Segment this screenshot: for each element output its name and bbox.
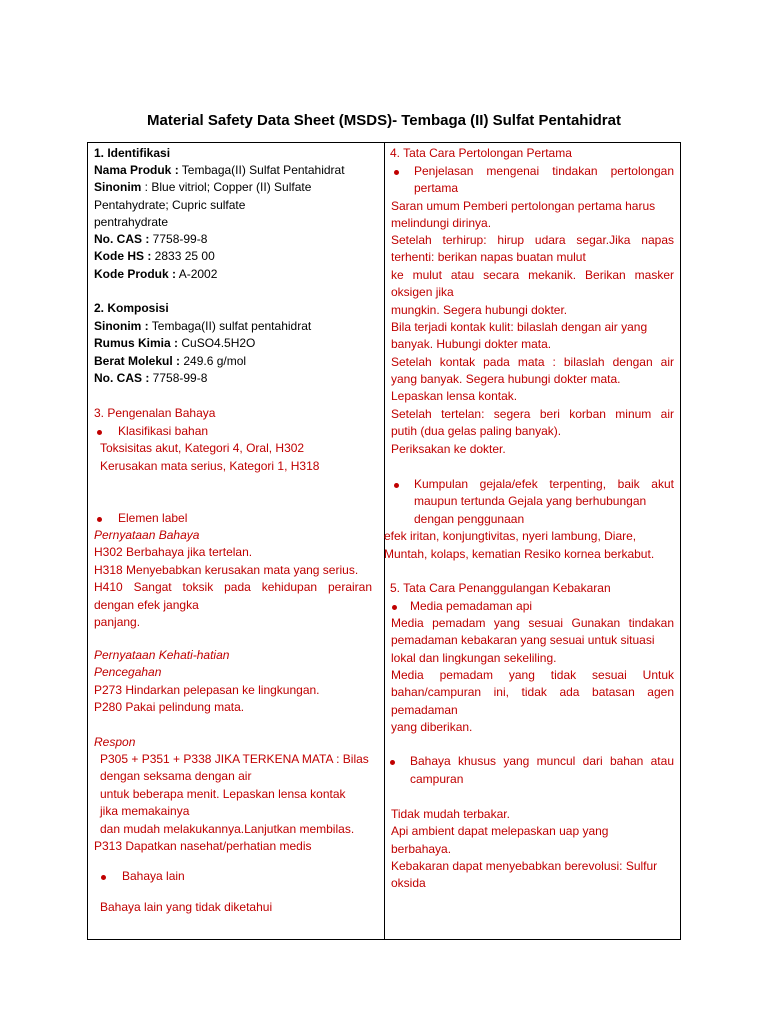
kontak-kulit-line2: banyak. Hubungi dokter mata. [391,337,552,351]
p305-line2: dengan seksama dengan air [100,769,252,783]
p313: P313 Dapatkan nasehat/perhatian medis [94,839,312,853]
setelah-tertelan: Setelah tertelan: segera beri korban minum air [391,407,674,421]
kontak-mata-line2: yang banyak. Segera hubungi dokter mata. [391,372,621,386]
penjelasan-line2: pertama [414,181,459,195]
efek-iritan: efek iritan, konjungtivitas, nyeri lambung, Diare, [384,529,637,543]
p305: P305 + P351 + P338 JIKA TERKENA MATA : Bilas [100,752,369,766]
api-ambient: Api ambient dapat melepaskan uap yang [391,824,609,838]
section-3-heading: 3. Pengenalan Bahaya [94,406,216,420]
respon: Respon [94,735,136,749]
section-2-heading: 2. Komposisi [94,301,169,315]
penjelasan: Penjelasan mengenai tindakan pertolongan [414,164,674,178]
bullet-icon [394,483,399,488]
elemen-label-heading: Elemen label [118,511,188,525]
setelah-tertelan-line2: putih (dua gelas paling banyak). [391,424,562,438]
pencegahan: Pencegahan [94,665,162,679]
kebakaran: Kebakaran dapat menyebabkan berevolusi: Sulfur [391,859,658,873]
bullet-icon [97,430,102,435]
kumpulan-gejala: Kumpulan gejala/efek terpenting, baik akut [414,477,674,491]
cas-number-1: No. CAS : 7758-99-8 [94,232,208,246]
bullet-icon [390,760,395,765]
pernyataan-kehati-hatian: Pernyataan Kehati-hatian [94,648,230,662]
kode-hs: Kode HS : 2833 25 00 [94,249,215,263]
nama-produk: Nama Produk : Tembaga(II) Sulfat Pentahidrat [94,163,345,177]
bullet-icon [394,170,399,175]
sinonim-2: Sinonim : Tembaga(II) sulfat pentahidrat [94,319,312,333]
klasifikasi-item-2: Kerusakan mata serius, Kategori 1, H318 [100,459,320,473]
media-pemadam: Media pemadam yang sesuai Gunakan tindakan [391,616,674,630]
kumpulan-gejala-line2: maupun tertunda Gejala yang berhubungan [414,494,647,508]
media-pemadam-line3: lokal dan lingkungan sekeliling. [391,651,557,665]
saran-umum-line2: melindungi dirinya. [391,216,492,230]
sinonim-1-line3: pentrahydrate [94,215,169,229]
rumus-kimia: Rumus Kimia : CuSO4.5H2O [94,336,256,350]
sinonim-1: Sinonim : Blue vitriol; Copper (II) Sulfate [94,180,312,194]
kode-produk: Kode Produk : A-2002 [94,267,218,281]
p305-line5: dan mudah melakukannya.Lanjutkan membilas. [100,822,355,836]
pernyataan-bahaya: Pernyataan Bahaya [94,528,200,542]
media-tidak-sesuai-line3: pemadaman [391,703,458,717]
kontak-mata-line3: Lepaskan lensa kontak. [391,389,518,403]
media-tidak-sesuai: Media pemadam yang tidak sesuai Untuk [391,668,674,682]
page-title: Material Safety Data Sheet (MSDS)- Tembaga (II) Sulfat Pentahidrat [147,112,621,129]
section-5-heading: 5. Tata Cara Penanggulangan Kebakaran [390,581,611,595]
media-tidak-sesuai-line2: bahan/campuran ini, tidak ada batasan agen [391,685,674,699]
bahaya-lain-text: Bahaya lain yang tidak diketahui [100,900,273,914]
api-ambient-line2: berbahaya. [391,842,452,856]
p305-line3: untuk beberapa menit. Lepaskan lensa kontak [100,787,346,801]
bullet-icon [97,517,102,522]
efek-iritan-line2: Muntah, kolaps, kematian Resiko kornea berkabut. [384,547,655,561]
h302: H302 Berbahaya jika tertelan. [94,545,253,559]
h410: H410 Sangat toksik pada kehidupan perairan [94,580,372,594]
kontak-mata: Setelah kontak pada mata : bilaslah dengan air [391,355,674,369]
bahaya-khusus-line2: campuran [410,772,464,786]
h318: H318 Menyebabkan kerusakan mata yang serius. [94,563,359,577]
h410-line3: panjang. [94,615,141,629]
setelah-tertelan-line3: Periksakan ke dokter. [391,442,506,456]
setelah-terhirup-line3: ke mulut atau secara mekanik. Berikan masker [391,268,674,282]
bullet-icon [101,875,106,880]
setelah-terhirup-line2: terhenti: berikan napas buatan mulut [391,250,586,264]
kumpulan-gejala-line3: dengan penggunaan [414,512,525,526]
klasifikasi-heading: Klasifikasi bahan [118,424,209,438]
section-1-heading: 1. Identifikasi [94,146,171,160]
cas-number-2: No. CAS : 7758-99-8 [94,371,208,385]
p280: P280 Pakai pelindung mata. [94,700,245,714]
setelah-terhirup-line5: mungkin. Segera hubungi dokter. [391,303,568,317]
h410-line2: dengan efek jangka [94,598,199,612]
bahaya-khusus: Bahaya khusus yang muncul dari bahan atau [410,754,674,768]
setelah-terhirup-line4: oksigen jika [391,285,454,299]
kebakaran-line2: oksida [391,876,426,890]
p305-line4: jika memakainya [100,804,190,818]
msds-table [87,142,681,940]
tidak-mudah-terbakar: Tidak mudah terbakar. [391,807,510,821]
klasifikasi-item-1: Toksisitas akut, Kategori 4, Oral, H302 [100,441,305,455]
media-pemadaman-heading: Media pemadaman api [410,599,533,613]
media-tidak-sesuai-line4: yang diberikan. [391,720,473,734]
bullet-icon [392,605,397,610]
bahaya-lain-heading: Bahaya lain [122,869,185,883]
section-4-heading: 4. Tata Cara Pertolongan Pertama [390,146,572,160]
setelah-terhirup: Setelah terhirup: hirup udara segar.Jika napas [391,233,674,247]
berat-molekul: Berat Molekul : 249.6 g/mol [94,354,247,368]
saran-umum: Saran umum Pemberi pertolongan pertama harus [391,199,656,213]
media-pemadam-line2: pemadaman kebakaran yang sesuai untuk situasi [391,633,655,647]
sinonim-1-line2: Pentahydrate; Cupric sulfate [94,198,246,212]
p273: P273 Hindarkan pelepasan ke lingkungan. [94,683,320,697]
kontak-kulit: Bila terjadi kontak kulit: bilaslah dengan air yang [391,320,648,334]
